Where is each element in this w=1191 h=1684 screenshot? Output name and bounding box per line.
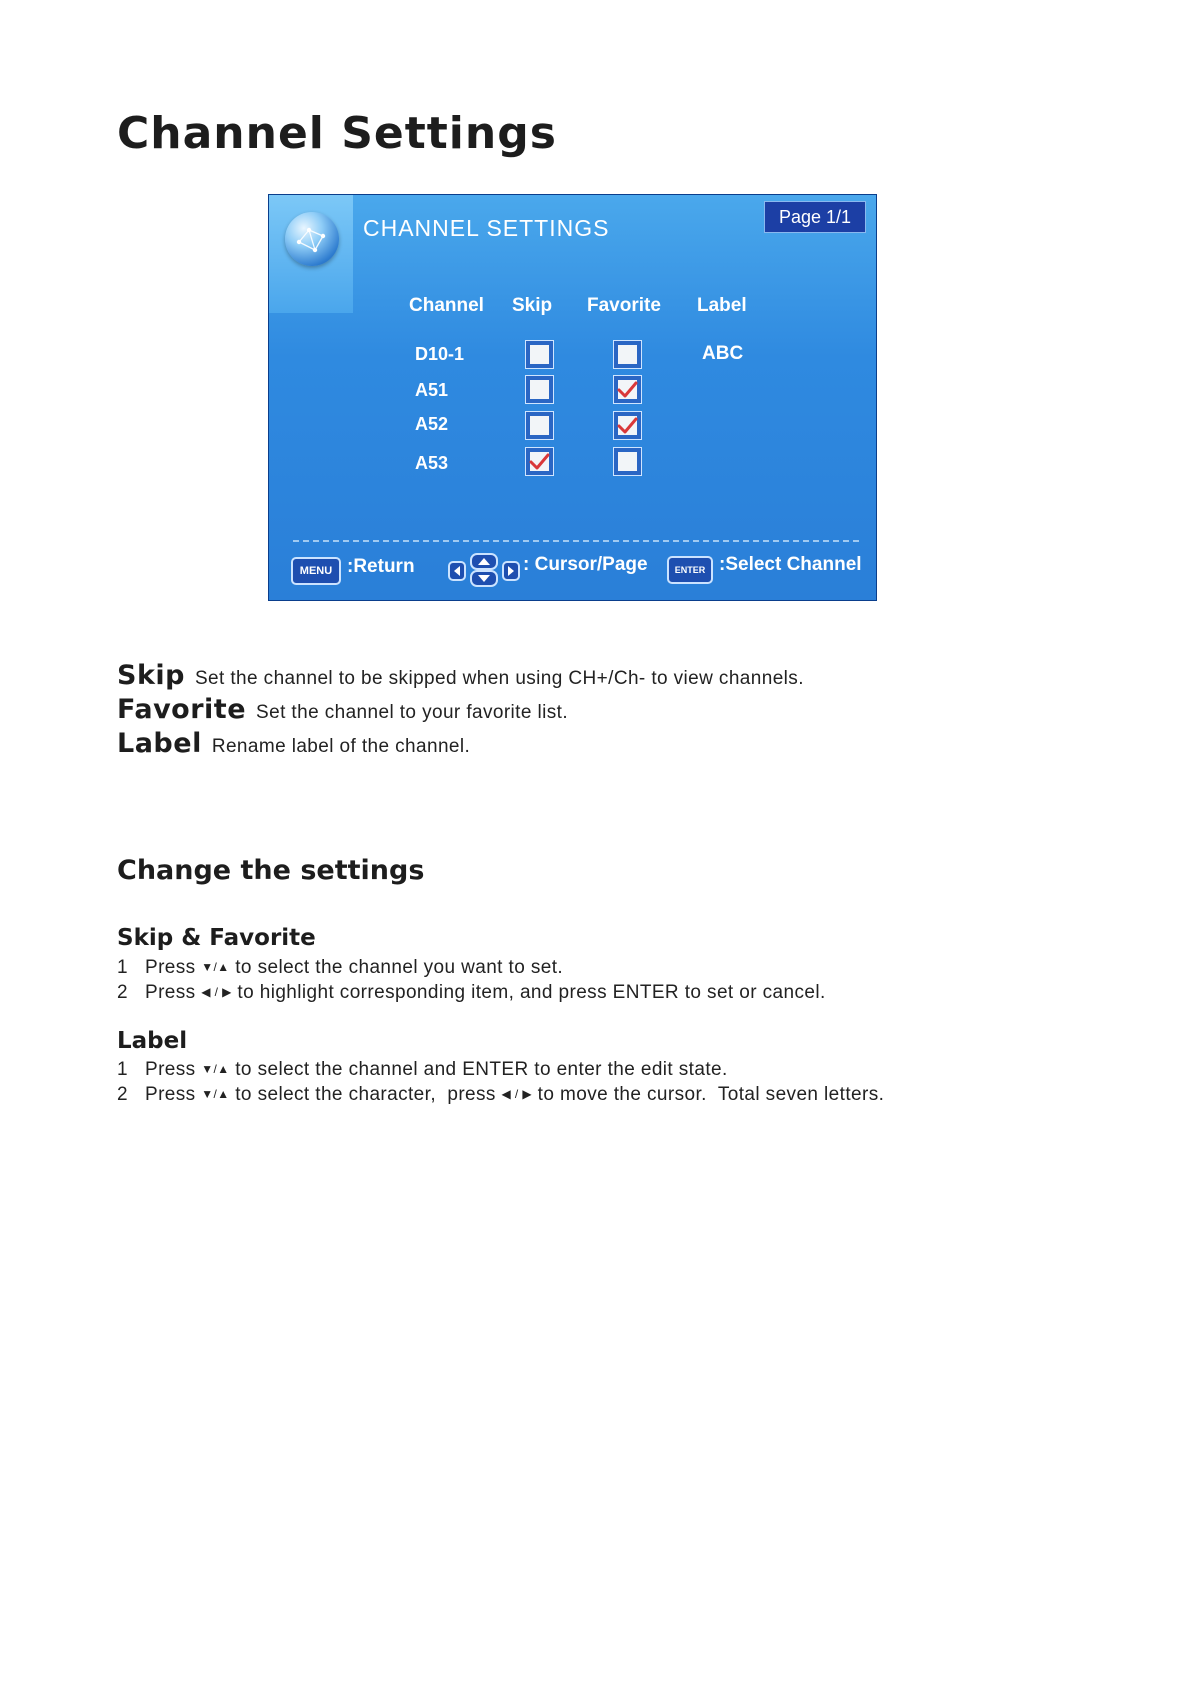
step-text: to select the character, press [235, 1084, 496, 1105]
menu-key-icon: MENU [291, 557, 341, 585]
skip-checkbox[interactable] [525, 340, 554, 369]
down-up-arrow-icon: ▼/▲ [201, 1087, 230, 1101]
label-heading: Label [117, 1028, 188, 1054]
definition-term: Label [117, 728, 202, 759]
select-channel-hint: :Select Channel [719, 554, 862, 575]
channel-name[interactable]: A51 [415, 380, 449, 400]
favorite-checkbox[interactable] [613, 340, 642, 369]
definition-skip [117, 660, 804, 691]
step-item [117, 1059, 728, 1081]
down-up-arrow-icon: ▼/▲ [201, 960, 230, 974]
down-up-arrow-icon: ▼/▲ [201, 1062, 230, 1076]
skip-favorite-heading: Skip & Favorite [117, 925, 316, 951]
enter-key-icon: ENTER [667, 556, 713, 584]
step-item [117, 957, 563, 979]
definition-label [117, 728, 470, 759]
step-item [117, 982, 826, 1004]
step-text: Press [145, 982, 196, 1003]
checkmark-icon [616, 415, 639, 436]
left-right-arrow-icon: ◀ / ▶ [201, 985, 232, 999]
checkmark-icon [528, 451, 551, 472]
column-header-channel: Channel [409, 295, 484, 316]
step-number: 1 [117, 957, 128, 978]
step-text: to highlight corresponding item, and press ENTER to set or cancel. [237, 982, 826, 1003]
screen-corner-panel [269, 195, 353, 313]
definition-term: Skip [117, 660, 185, 691]
change-settings-heading: Change the settings [117, 855, 425, 886]
step-text: Press [145, 1059, 196, 1080]
step-text: Press [145, 1084, 196, 1105]
step-item [117, 1084, 884, 1106]
step-text: Press [145, 957, 196, 978]
left-right-arrow-icon: ◀ / ▶ [501, 1087, 532, 1101]
favorite-checkbox[interactable] [613, 375, 642, 404]
channel-name[interactable]: A52 [415, 414, 449, 434]
channel-name[interactable]: A53 [415, 453, 449, 473]
dpad-icon [447, 553, 521, 592]
column-header-favorite: Favorite [587, 295, 661, 316]
channel-name[interactable]: D10-1 [415, 344, 465, 364]
tv-screen [268, 194, 877, 601]
step-text: to select the channel and ENTER to enter the edit state. [235, 1059, 728, 1080]
definition-term: Favorite [117, 694, 247, 725]
screen-footer [291, 553, 861, 585]
step-number: 2 [117, 1084, 128, 1105]
favorite-checkbox[interactable] [613, 447, 642, 476]
definition-favorite [117, 694, 568, 725]
step-text: to select the channel you want to set. [235, 957, 564, 978]
column-header-label: Label [697, 295, 747, 316]
skip-checkbox[interactable] [525, 375, 554, 404]
definition-desc: Rename label of the channel. [211, 736, 471, 757]
checkmark-icon [616, 379, 639, 400]
skip-checkbox[interactable] [525, 411, 554, 440]
favorite-checkbox[interactable] [613, 411, 642, 440]
footer-divider [293, 540, 859, 542]
screen-title: CHANNEL SETTINGS [363, 215, 610, 241]
definition-desc: Set the channel to be skipped when using CH+/Ch- to view channels. [194, 668, 804, 689]
skip-checkbox[interactable] [525, 447, 554, 476]
column-header-skip: Skip [512, 295, 553, 316]
step-text: to move the cursor. Total seven letters. [537, 1084, 885, 1105]
globe-icon [285, 212, 339, 266]
cursor-page-hint: : Cursor/Page [523, 554, 648, 575]
step-number: 2 [117, 982, 128, 1003]
step-number: 1 [117, 1059, 128, 1080]
page-indicator: Page 1/1 [764, 201, 866, 233]
channel-label[interactable]: ABC [702, 343, 744, 364]
return-hint: :Return [347, 556, 415, 577]
page-title: Channel Settings [117, 108, 557, 159]
definition-desc: Set the channel to your favorite list. [256, 702, 569, 723]
